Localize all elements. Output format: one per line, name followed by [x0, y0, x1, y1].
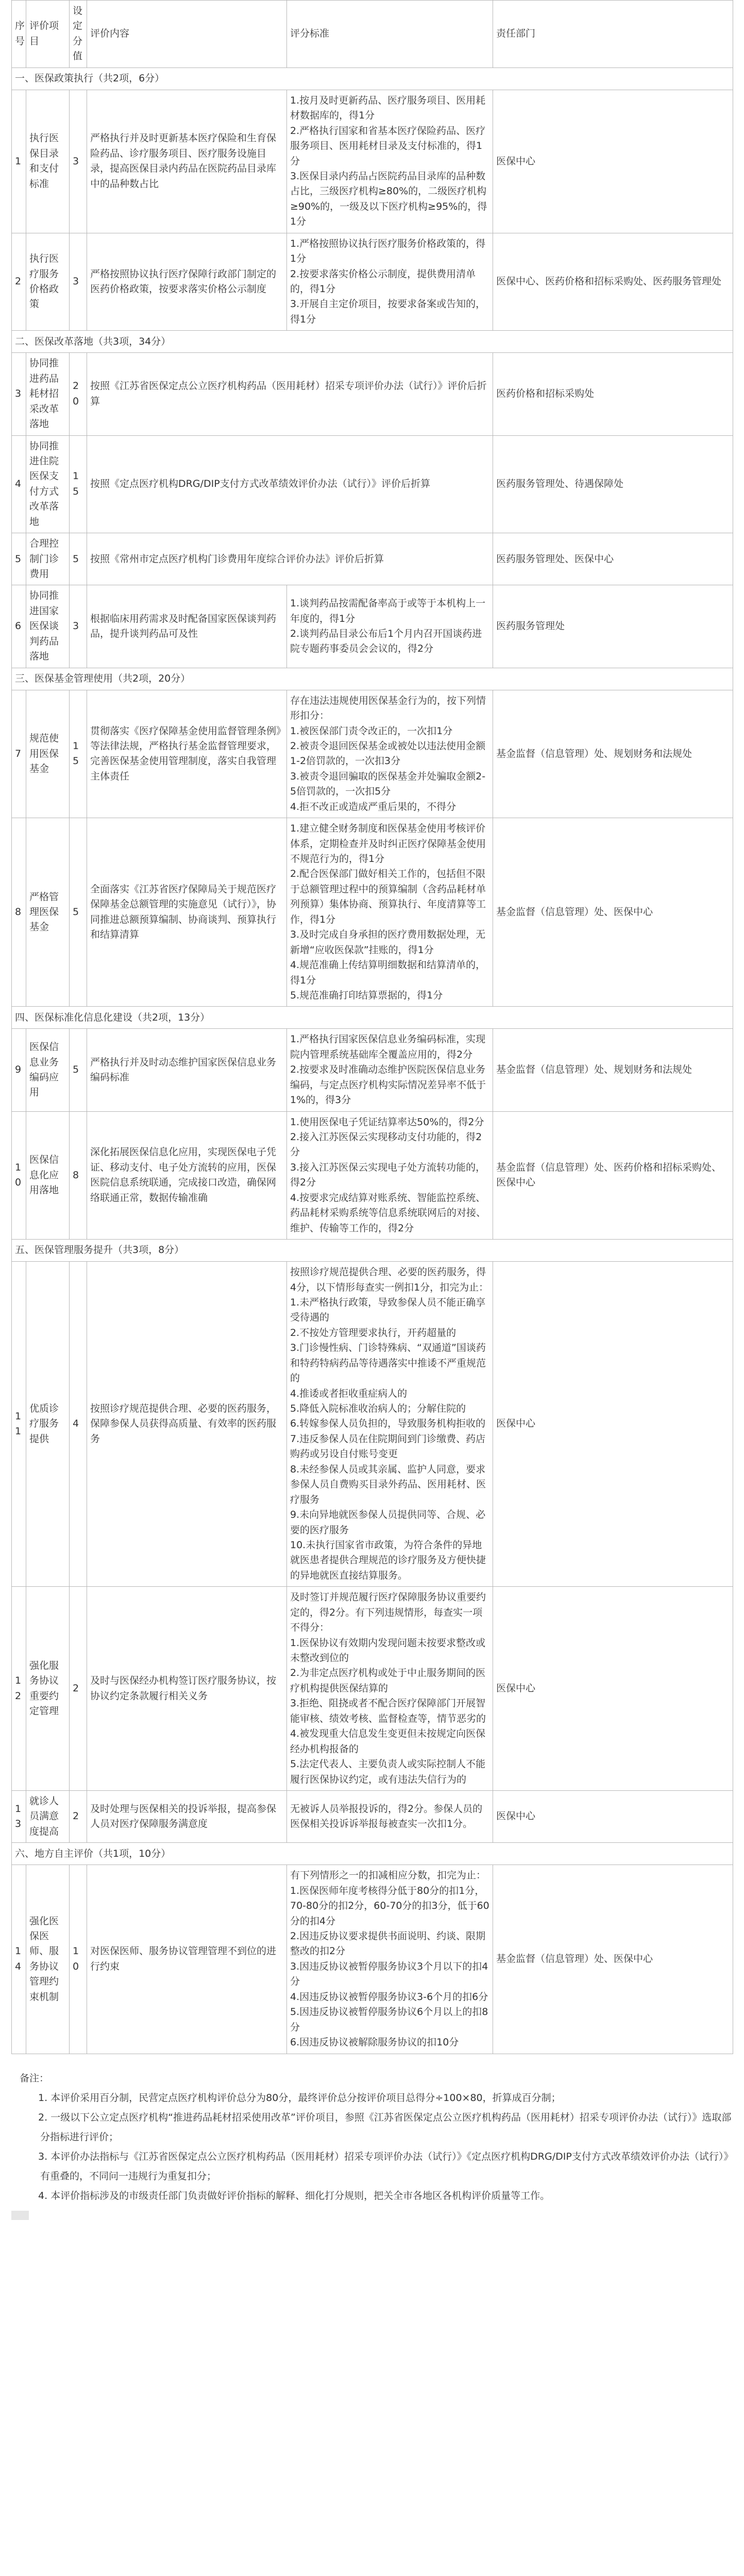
row-criteria: 1.建立健全财务制度和医保基金使用考核评价体系，定期检查并及时纠正医疗保障基金使用不规范行为的，得1分 2.配合医保部门做好相关工作的，包括但不限于总额管理过程中的预算编制（含药品耗材单列预算）集体协商、预算执行、年度清算等工作，得1分 3.及时完成自身承担的医疗费用数据处理，无新增“应收医保款”挂账的，得1分 4.规范准确上传结算明细数据和结算清单的，得1分 5.规范准确打印结算票据的，得1分 [287, 818, 493, 1007]
table-row [12, 1029, 733, 1111]
table-row [12, 1790, 733, 1842]
section-row [12, 1843, 733, 1865]
row-dept: 医保中心 [493, 1587, 733, 1791]
row-score: 20 [70, 353, 87, 435]
row-score: 4 [70, 1262, 87, 1587]
row-number: 12 [12, 1587, 26, 1791]
header-item: 评价项目 [26, 1, 70, 68]
header-content: 评价内容 [87, 1, 287, 68]
row-dept: 基金监督（信息管理）处、规划财务和法规处 [493, 690, 733, 818]
row-dept: 基金监督（信息管理）处、医保中心 [493, 818, 733, 1007]
section-title: 四、医保标准化信息化建设（共2项，13分） [12, 1007, 733, 1029]
section-row [12, 1007, 733, 1029]
row-criteria: 按照诊疗规范提供合理、必要的医药服务，得4分，以下情形每查实一例扣1分，扣完为止： 1.未严格执行政策，导致参保人员不能正确享受待遇的 2.不按处方管理要求执行，开药超量的 3.门诊慢性病、门诊特殊病、“双通道”国谈药和特药特病药品等待遇落实中推诿不严重规范的 4.推诿或者拒收重症病人的 5.降低入院标准收治病人的；分解住院的 6.转嫁参保人员负担的，导致服务机构拒收的 7.违反参保人员在住院期间到门诊缴费、药店购药或另设自付账号变更 8.未经参保人员或其亲属、监护人同意，要求参保人员自费购买目录外药品、医用耗材、医疗服务 9.未向异地就医参保人员提供同等、合规、必要的医疗服务 10.未执行国家省市政策，为符合条件的异地就医患者提供合理规范的诊疗服务及方便快捷的异地就医直接结算服务。 [287, 1262, 493, 1587]
row-number: 9 [12, 1029, 26, 1111]
note-item: 2. 一级以下公立定点医疗机构“推进药品耗材招采使用改革”评价项目，参照《江苏省医保定点公立医疗机构药品（医用耗材）招采专项评价办法（试行）》选取部分指标进行评价； [38, 2111, 732, 2143]
row-item: 医保信息化应用落地 [26, 1111, 70, 1240]
row-number: 3 [12, 353, 26, 435]
row-dept: 医药服务管理处 [493, 585, 733, 668]
section-title: 二、医保改革落地（共3项，34分） [12, 331, 733, 353]
row-number: 11 [12, 1262, 26, 1587]
row-number: 5 [12, 533, 26, 585]
table-row [12, 353, 733, 435]
row-item: 执行医疗服务价格政策 [26, 233, 70, 331]
row-score: 8 [70, 1111, 87, 1240]
row-item: 严格管理医保基金 [26, 818, 70, 1007]
row-dept: 医保中心 [493, 90, 733, 233]
note-item: 4. 本评价指标涉及的市级责任部门负责做好评价指标的解释、细化打分规则，把关全市各地区各机构评价质量等工作。 [38, 2190, 550, 2201]
row-content: 严格按照协议执行医疗保障行政部门制定的医药价格政策，按要求落实价格公示制度 [87, 233, 287, 331]
evaluation-table [11, 0, 733, 2054]
section-title: 五、医保管理服务提升（共3项，8分） [12, 1240, 733, 1262]
row-content: 对医保医师、服务协议管理管理不到位的进行约束 [87, 1865, 287, 2054]
row-score: 3 [70, 233, 87, 331]
row-dept: 基金监督（信息管理）处、规划财务和法规处 [493, 1029, 733, 1111]
row-criteria: 1.严格按照协议执行医疗服务价格政策的，得1分 2.按要求落实价格公示制度，提供费用清单的，得1分 3.开展自主定价项目，按要求备案或告知的，得1分 [287, 233, 493, 331]
row-number: 6 [12, 585, 26, 668]
row-score: 3 [70, 585, 87, 668]
notes-title: 备注： [20, 2072, 49, 2084]
table-row [12, 690, 733, 818]
row-dept: 医保中心 [493, 1262, 733, 1587]
table-row [12, 90, 733, 233]
row-number: 13 [12, 1790, 26, 1842]
row-number: 7 [12, 690, 26, 818]
section-row [12, 331, 733, 353]
row-score: 2 [70, 1790, 87, 1842]
header-dept: 责任部门 [493, 1, 733, 68]
note-item: 3. 本评价办法指标与《江苏省医保定点公立医疗机构药品（医用耗材）招采专项评价办法（试行）》《定点医疗机构DRG/DIP支付方式改革绩效评价办法（试行）》有重叠的，不同问一违规行为重复扣分； [38, 2150, 729, 2182]
row-item: 规范使用医保基金 [26, 690, 70, 818]
row-item: 就诊人员满意度提高 [26, 1790, 70, 1842]
row-score: 15 [70, 690, 87, 818]
row-item: 协同推进国家医保谈判药品落地 [26, 585, 70, 668]
row-score: 15 [70, 435, 87, 533]
row-criteria: 1.使用医保电子凭证结算率达50%的，得2分 2.接入江苏医保云实现移动支付功能的，得2分 3.接入江苏医保云实现电子处方流转功能的，得2分 4.按要求完成结算对账系统、智能监控系统、药品耗材采购系统等信息系统联网后的对接、维护、传输等工作的，得2分 [287, 1111, 493, 1240]
row-item: 协同推进住院医保支付方式改革落地 [26, 435, 70, 533]
table-body [12, 67, 733, 2054]
row-item: 执行医保目录和支付标准 [26, 90, 70, 233]
section-title: 一、医保政策执行（共2项，6分） [12, 67, 733, 90]
table-row [12, 435, 733, 533]
row-content: 按照《定点医疗机构DRG/DIP支付方式改革绩效评价办法（试行）》评价后折算 [87, 435, 493, 533]
row-score: 5 [70, 818, 87, 1007]
header-criteria: 评分标准 [287, 1, 493, 68]
row-dept: 医药价格和招标采购处 [493, 353, 733, 435]
row-criteria: 存在违法违规使用医保基金行为的，按下列情形扣分： 1.被医保部门责令改正的，一次扣1分 2.被责令退回医保基金或被处以违法使用金额1-2倍罚款的，一次扣3分 3.被责令退回骗取的医保基金并处骗取金额2-5倍罚款的，一次扣5分 4.拒不改正或造成严重后果的，不得分 [287, 690, 493, 818]
table-row [12, 1111, 733, 1240]
table-row [12, 1865, 733, 2054]
row-content: 严格执行并及时动态维护国家医保信息业务编码标准 [87, 1029, 287, 1111]
row-content: 深化拓展医保信息化应用，实现医保电子凭证、移动支付、电子处方流转的应用，医保医院信息系统联通，完成接口改造，确保网络联通正常，数据传输准确 [87, 1111, 287, 1240]
section-title: 三、医保基金管理使用（共2项，20分） [12, 668, 733, 690]
row-dept: 医保中心 [493, 1790, 733, 1842]
row-number: 2 [12, 233, 26, 331]
row-item: 医保信息业务编码应用 [26, 1029, 70, 1111]
row-content: 严格执行并及时更新基本医疗保险和生育保险药品、诊疗服务项目、医疗服务设施目录，提高医保目录内药品在医院药品目录库中的品种数占比 [87, 90, 287, 233]
row-score: 5 [70, 1029, 87, 1111]
row-score: 2 [70, 1587, 87, 1791]
row-criteria: 1.严格执行国家医保信息业务编码标准，实现院内管理系统基础库全覆盖应用的，得2分 2.按要求及时准确动态维护医院医保信息业务编码，与定点医疗机构实际情况差异率不低于1%的，得3分 [287, 1029, 493, 1111]
row-content: 全面落实《江苏省医疗保障局关于规范医疗保障基金总额管理的实施意见（试行）》，协同推进总额预算编制、协商谈判、预算执行和结算清算 [87, 818, 287, 1007]
grey-box [11, 2211, 29, 2220]
row-criteria: 1.按月及时更新药品、医疗服务项目、医用耗材数据库的，得1分 2.严格执行国家和省基本医疗保险药品、医疗服务项目、医用耗材目录及支付标准的，得1分 3.医保目录内药品占医院药品目录库的品种数占比，三级医疗机构≥80%的，二级医疗机构≥90%的，一级及以下医疗机构≥95%的，得1分 [287, 90, 493, 233]
row-content: 按照《江苏省医保定点公立医疗机构药品（医用耗材）招采专项评价办法（试行）》评价后折算 [87, 353, 493, 435]
row-number: 1 [12, 90, 26, 233]
row-item: 合理控制门诊费用 [26, 533, 70, 585]
row-criteria: 1.谈判药品按需配备率高于或等于本机构上一年度的，得1分 2.谈判药品目录公布后1个月内召开国谈药进院专题药事委员会会议的，得2分 [287, 585, 493, 668]
row-dept: 医药服务管理处、待遇保障处 [493, 435, 733, 533]
note-item: 1. 本评价采用百分制，民营定点医疗机构评价总分为80分，最终评价总分按评价项目总得分÷100×80，折算成百分制； [38, 2092, 561, 2104]
row-item: 协同推进药品耗材招采改革落地 [26, 353, 70, 435]
row-content: 根据临床用药需求及时配备国家医保谈判药品，提升谈判药品可及性 [87, 585, 287, 668]
row-score: 10 [70, 1865, 87, 2054]
row-dept: 医保中心、医药价格和招标采购处、医药服务管理处 [493, 233, 733, 331]
section-title: 六、地方自主评价（共1项，10分） [12, 1843, 733, 1865]
row-criteria: 无被诉人员举报投诉的，得2分。参保人员的医保相关投诉诉举报每被查实一次扣1分。 [287, 1790, 493, 1842]
row-dept: 基金监督（信息管理）处、医保中心 [493, 1865, 733, 2054]
row-content: 按照《常州市定点医疗机构门诊费用年度综合评价办法》评价后折算 [87, 533, 493, 585]
header-no: 序号 [12, 1, 26, 68]
notes [11, 2069, 733, 2220]
row-number: 4 [12, 435, 26, 533]
row-criteria: 有下列情形之一的扣减相应分数，扣完为止： 1.医保医师年度考核得分低于80分的扣1分，70-80分的扣2分，60-70分的扣3分，低于60分的扣4分 2.因违反协议要求提供书面说明、约谈、限期整改的扣2分 3.因违反协议被暂停服务协议3个月以下的扣4分 4.因违反协议被暂停服务协议3-6个月的扣6分 5.因违反协议被暂停服务协议6个月以上的扣8分 6.因违反协议被解除服务协议的扣10分 [287, 1865, 493, 2054]
section-row [12, 668, 733, 690]
table-row [12, 1262, 733, 1587]
section-row [12, 1240, 733, 1262]
row-dept: 医药服务管理处、医保中心 [493, 533, 733, 585]
row-score: 3 [70, 90, 87, 233]
table-row [12, 233, 733, 331]
row-content: 及时处理与医保相关的投诉举报，提高参保人员对医疗保障服务满意度 [87, 1790, 287, 1842]
row-score: 5 [70, 533, 87, 585]
row-content: 按照诊疗规范提供合理、必要的医药服务，保障参保人员获得高质量、有效率的医药服务 [87, 1262, 287, 1587]
row-number: 8 [12, 818, 26, 1007]
row-content: 贯彻落实《医疗保障基金使用监督管理条例》等法律法规，严格执行基金监督管理要求，完善医保基金使用管理制度，落实自我管理主体责任 [87, 690, 287, 818]
section-row [12, 67, 733, 90]
row-dept: 基金监督（信息管理）处、医药价格和招标采购处、医保中心 [493, 1111, 733, 1240]
row-number: 14 [12, 1865, 26, 2054]
row-item: 优质诊疗服务提供 [26, 1262, 70, 1587]
table-row [12, 818, 733, 1007]
row-content: 及时与医保经办机构签订医疗服务协议，按协议约定条款履行相关义务 [87, 1587, 287, 1791]
row-criteria: 及时签订并规范履行医疗保障服务协议重要约定的，得2分。有下列违规情形，每查实一项不得分： 1.医保协议有效期内发现问题未按要求整改或未整改到位的 2.为非定点医疗机构或处于中止服务期间的医疗机构提供医保结算的 3.拒绝、阻挠或者不配合医疗保障部门开展智能审核、绩效考核、监督检查等，情节恶劣的 4.被发现重大信息发生变更但未按规定向医保经办机构报备的 5.法定代表人、主要负责人或实际控制人不能履行医保协议约定，或有违法失信行为的 [287, 1587, 493, 1791]
table-header-row [12, 1, 733, 68]
page [11, 0, 733, 2220]
header-score: 设定分值 [70, 1, 87, 68]
row-number: 10 [12, 1111, 26, 1240]
table-row [12, 585, 733, 668]
table-row [12, 533, 733, 585]
row-item: 强化服务协议重要约定管理 [26, 1587, 70, 1791]
table-row [12, 1587, 733, 1791]
row-item: 强化医保医师、服务协议管理约束机制 [26, 1865, 70, 2054]
